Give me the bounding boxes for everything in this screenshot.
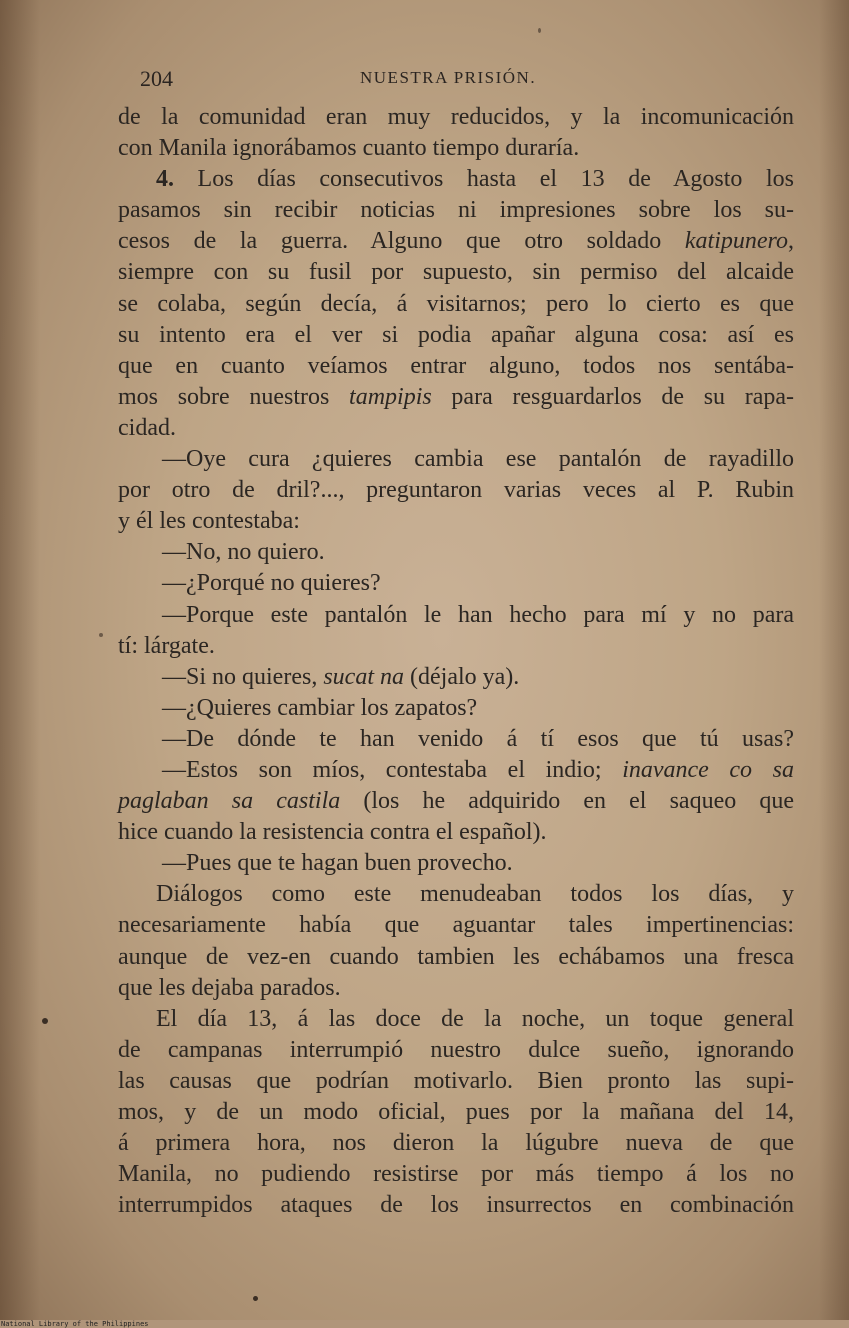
text-line <box>118 817 794 848</box>
text-run: (déjalo ya). <box>404 663 520 690</box>
text-line <box>118 257 794 288</box>
ink-speck <box>99 633 103 637</box>
page-number: 204 <box>140 66 173 91</box>
text-line <box>118 942 794 973</box>
text-run: y él les contestaba: <box>118 508 300 535</box>
text-run: —¿Quieres cambiar los zapatos? <box>162 694 478 721</box>
text-run: —De dónde te han venido á tí esos que tú usas? <box>162 725 794 752</box>
text-run: que les dejaba parados. <box>118 974 341 1001</box>
text-line <box>118 195 794 226</box>
ink-speck <box>538 28 541 33</box>
text-line <box>118 1066 794 1097</box>
text-run: El día 13, á las doce de la noche, un toque general <box>156 1005 794 1032</box>
text-line <box>118 1159 794 1190</box>
ink-speck <box>253 1296 258 1301</box>
text-line <box>118 724 794 755</box>
text-run: —Estos son míos, contestaba el indio; <box>162 756 623 783</box>
text-line <box>118 382 794 413</box>
text-run: —Pues que te hagan buen provecho. <box>162 850 513 877</box>
italic-term: tampipis <box>349 383 432 410</box>
text-run: hice cuando la resistencia contra el español). <box>118 819 547 846</box>
text-run: pasamos sin recibir noticias ni impresiones sobre los su- <box>118 197 794 224</box>
text-run: mos, y de un modo oficial, pues por la mañana del 14, <box>118 1099 794 1125</box>
text-run: las causas que podrían motivarlo. Bien pronto las supi- <box>118 1067 794 1094</box>
text-run: mos sobre nuestros <box>118 383 350 410</box>
text-line <box>118 506 794 537</box>
text-run: —Oye cura ¿quieres cambia ese pantalón de rayadillo <box>162 446 794 473</box>
text-line <box>118 289 794 320</box>
text-run: (los he adquirido en el saqueo que <box>340 788 794 815</box>
text-line <box>118 1004 794 1035</box>
text-line <box>118 226 794 257</box>
text-run: con Manila ignorábamos cuanto tiempo duraría. <box>118 135 580 162</box>
text-run: siempre con su fusil por supuesto, sin permiso del alcaide <box>118 259 794 286</box>
text-line <box>118 475 794 506</box>
italic-term: inavance co sa <box>622 756 794 783</box>
text-run: su intento era el ver si podia apañar alguna cosa: así es <box>118 321 794 348</box>
text-line <box>118 133 794 164</box>
text-line <box>118 413 794 444</box>
text-run: cesos de la guerra. Alguno que otro soldado <box>118 228 685 255</box>
library-credit: National Library of the Philippines <box>1 1320 149 1328</box>
running-title: NUESTRA PRISIÓN. <box>360 68 537 87</box>
text-line <box>118 351 794 382</box>
text-line <box>118 879 794 910</box>
text-line <box>118 444 794 475</box>
text-run: de campanas interrumpió nuestro dulce sueño, ignorando <box>118 1036 794 1063</box>
text-run: —¿Porqué no quieres? <box>162 570 381 597</box>
text-run: se colaba, según decía, á visitarnos; pero lo cierto es que <box>118 290 794 317</box>
italic-term: katipunero <box>684 228 788 255</box>
text-run: de la comunidad eran muy reducidos, y la incomunicación <box>118 104 794 130</box>
text-line <box>118 973 794 1004</box>
ink-speck <box>42 1018 48 1024</box>
text-line <box>118 102 794 133</box>
text-run: , <box>788 228 794 255</box>
text-run: que en cuanto veíamos entrar alguno, todos nos sentába- <box>118 352 794 379</box>
section-number: 4. <box>156 166 174 193</box>
text-run: cidad. <box>118 414 176 441</box>
text-line <box>118 693 794 724</box>
page-header <box>0 66 849 96</box>
text-run: aunque de vez-en cuando tambien les echábamos una fresca <box>118 943 794 970</box>
text-run: á primera hora, nos dieron la lúgubre nueva de que <box>118 1130 794 1157</box>
text-line <box>118 1035 794 1066</box>
text-run: Diálogos como este menudeaban todos los días, y <box>156 881 794 908</box>
text-run: —Si no quieres, <box>162 663 324 690</box>
text-line <box>118 537 794 568</box>
text-line <box>118 910 794 941</box>
text-line <box>118 631 794 662</box>
text-run: —Porque este pantalón le han hecho para mí y no para <box>162 601 794 628</box>
italic-term: paglaban sa castila <box>118 788 341 815</box>
text-run: para resguardarlos de su rapa- <box>431 383 795 410</box>
text-line <box>118 1097 794 1128</box>
body-text <box>118 102 794 1221</box>
text-line <box>118 848 794 879</box>
text-run: tí: lárgate. <box>118 632 215 659</box>
text-line <box>118 1128 794 1159</box>
text-run: Manila, no pudiendo resistirse por más tiempo á los no <box>118 1161 794 1188</box>
text-line <box>118 568 794 599</box>
text-line <box>118 1190 794 1221</box>
text-line <box>118 164 794 195</box>
text-run: necesariamente había que aguantar tales impertinencias: <box>118 912 794 939</box>
text-line <box>118 600 794 631</box>
text-run: interrumpidos ataques de los insurrectos en combinación <box>118 1192 794 1219</box>
text-run: por otro de dril?..., preguntaron varias veces al P. Rubin <box>118 477 794 504</box>
text-run: —No, no quiero. <box>162 539 325 566</box>
text-run: Los días consecutivos hasta el 13 de Agosto los <box>174 166 794 193</box>
text-line <box>118 662 794 693</box>
text-line <box>118 755 794 786</box>
text-line <box>118 320 794 351</box>
text-line <box>118 786 794 817</box>
italic-term: sucat na <box>323 663 404 690</box>
